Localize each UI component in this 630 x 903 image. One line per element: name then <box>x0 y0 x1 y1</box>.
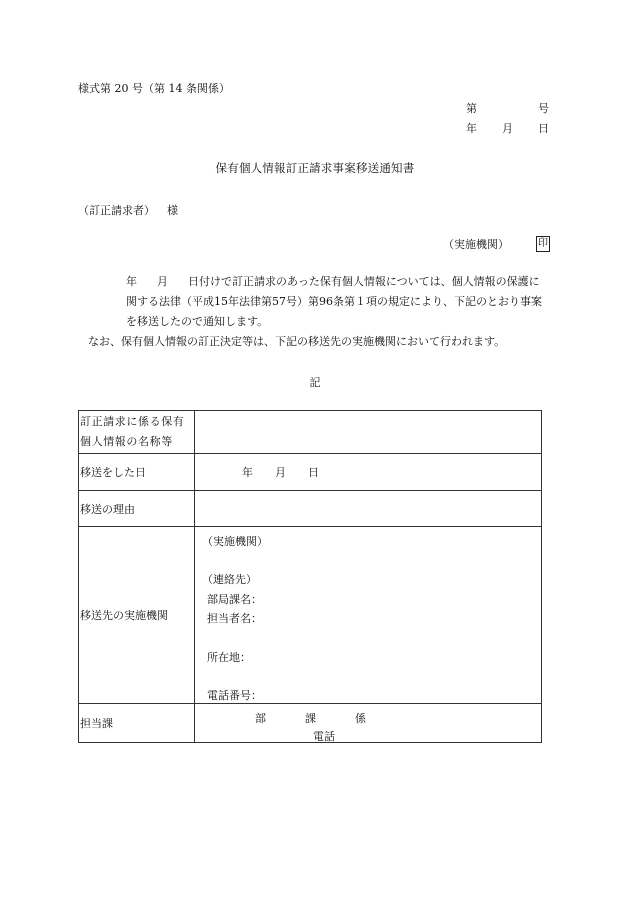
body-paragraph-2: なお、保有個人情報の訂正決定等は、下記の移送先の実施機関において行われます。 <box>88 335 506 348</box>
recipient <box>78 205 178 216</box>
date-day: 日 <box>538 122 549 135</box>
body-paragraph-1-text: 日付けで訂正請求のあった保有個人情報については、個人情報の保護に関する法律（平成15年法律第57号）第96条第１項の規定により、下記のとおり事案を移送したので通知します。 <box>126 275 542 328</box>
table-row-reason <box>79 491 542 527</box>
charge-bu: 部 <box>255 712 266 725</box>
charge-ka: 課 <box>305 712 316 725</box>
table-row-name <box>79 411 542 454</box>
reason-value[interactable] <box>195 491 542 527</box>
destination-value[interactable] <box>195 527 542 704</box>
table-row-destination <box>79 527 542 704</box>
reason-label: 移送の理由 <box>79 491 195 527</box>
form-number: 様式第 20 号（第 14 条関係） <box>78 82 230 95</box>
date-month: 月 <box>502 122 513 135</box>
dest-contact: （連絡先） <box>202 573 257 586</box>
dest-phone: 電話番号： <box>207 689 262 702</box>
issuer-label: （実施機関） <box>443 238 509 251</box>
transfer-date-value[interactable] <box>195 454 542 491</box>
name-label <box>79 411 195 454</box>
dest-person: 担当者名： <box>207 612 262 625</box>
document-number <box>466 103 549 114</box>
name-value[interactable] <box>195 411 542 454</box>
charge-value[interactable] <box>195 704 542 743</box>
charge-label: 担当課 <box>79 704 195 743</box>
charge-division <box>255 710 405 726</box>
body-year: 年 <box>126 275 137 288</box>
charge-kakari: 係 <box>355 712 366 725</box>
number-suffix: 号 <box>538 102 549 115</box>
recipient-label: （訂正請求者） <box>78 204 155 217</box>
transfer-month: 月 <box>275 466 286 479</box>
ki-heading: 記 <box>309 376 321 389</box>
info-table <box>78 410 542 743</box>
name-label-line-1: 訂正請求に係る保有 <box>80 415 185 428</box>
charge-phone: 電話 <box>313 730 335 743</box>
dest-address: 所在地： <box>207 651 251 664</box>
dest-dept: 部局課名： <box>207 593 262 606</box>
table-row-date <box>79 454 542 491</box>
date-year: 年 <box>466 122 477 135</box>
recipient-honorific: 様 <box>167 204 178 217</box>
dest-agency: （実施機関） <box>202 535 268 548</box>
document-title: 保有個人情報訂正請求事案移送通知書 <box>215 161 415 175</box>
number-prefix: 第 <box>466 102 477 115</box>
destination-label: 移送先の実施機関 <box>79 527 195 704</box>
table-row-charge <box>79 704 542 743</box>
body-paragraph-1 <box>78 272 550 332</box>
name-label-line-2: 個人情報の名称等 <box>80 435 173 448</box>
transfer-year: 年 <box>242 466 253 479</box>
transfer-date-label: 移送をした日 <box>79 454 195 491</box>
body-month: 月 <box>157 275 168 288</box>
document-date <box>466 123 549 134</box>
transfer-day: 日 <box>308 466 319 479</box>
seal-box: 印 <box>536 236 550 252</box>
body-text <box>78 272 550 352</box>
